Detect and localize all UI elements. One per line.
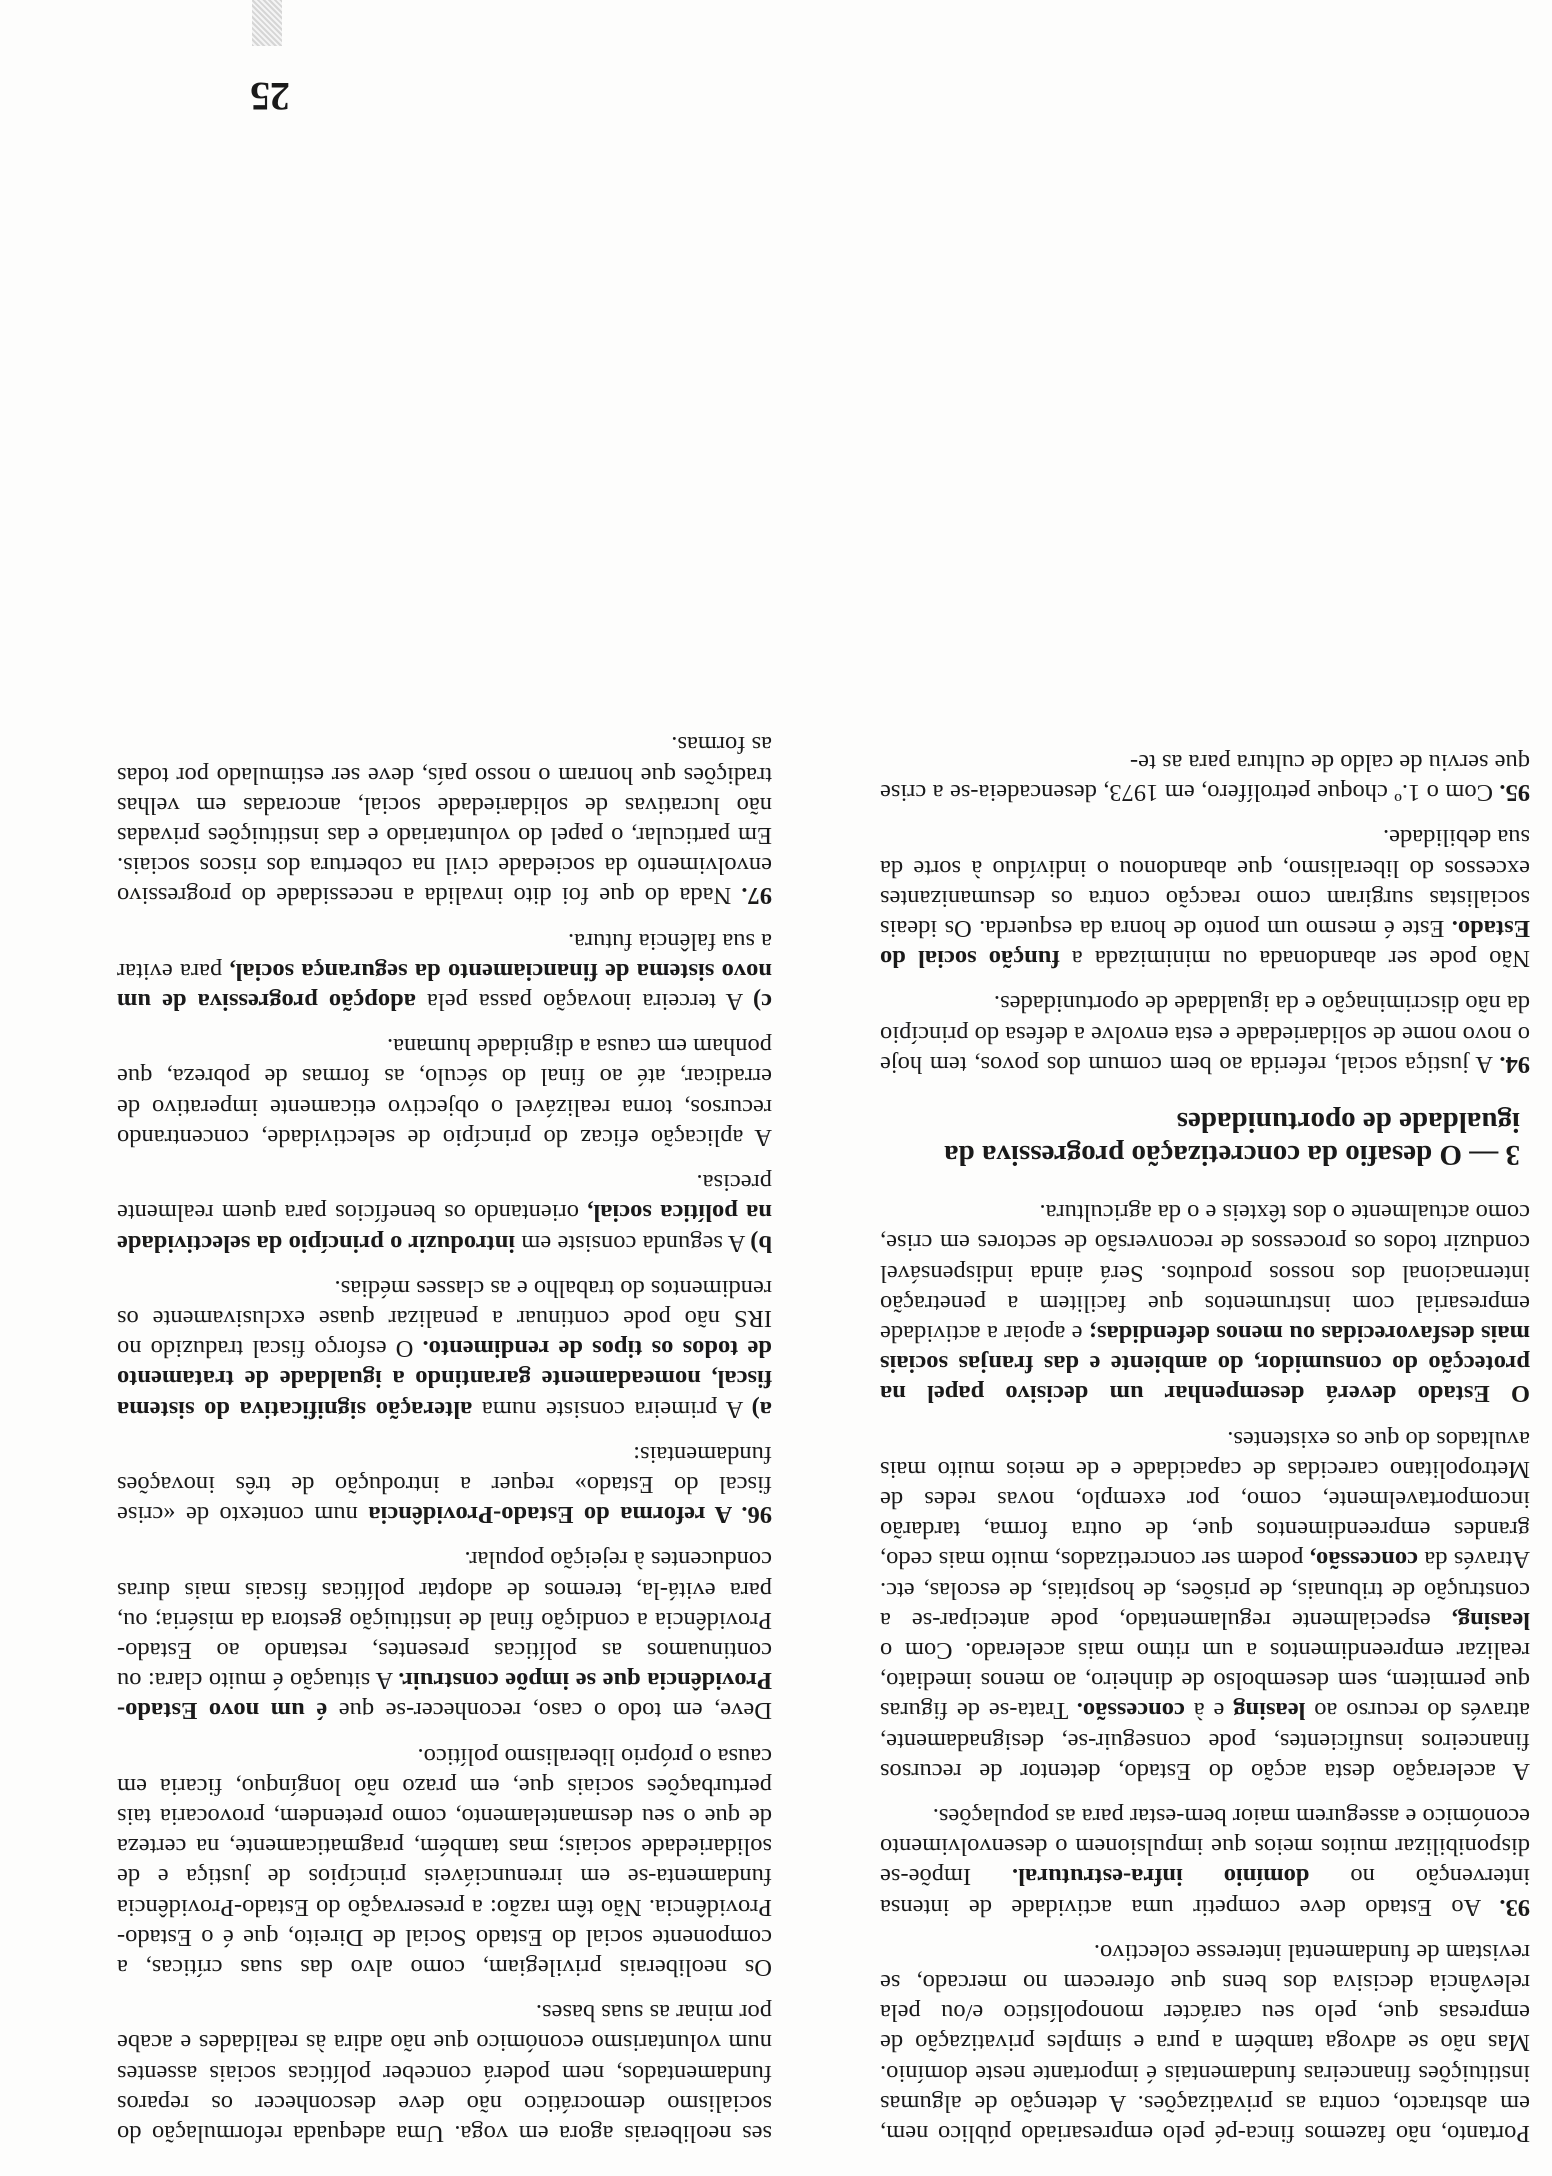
bold-text: função social do Estado.: [880, 915, 1530, 973]
text-run: A segunda consiste em: [515, 1229, 751, 1257]
text-run: O esforço fiscal traduzido no IRS não pode continuar a penalizar quase exclusivamente os rendimentos do trabalho e as classes médias.: [117, 1274, 772, 1363]
bold-text: domínio infra-estrutural.: [1012, 1863, 1310, 1891]
bold-text: 94.: [1499, 1050, 1530, 1078]
paragraph: [880, 1801, 1530, 1922]
paragraph: [117, 1031, 772, 1152]
text-run: Os neoliberais privilegiam, como alvo das suas críticas, a componente social do Estado Social de Direito, que é o Estado-Providência. Não têm razão: a preservação do Estado-Providência fundamenta-se em irrenunciáveis princípios de justiça e de solidariedade sociais; mas também, pragmaticamente, na certeza de que o seu desmantelamento, como pretendem, provocaria tais perturbações sociais que, em prazo não longínquo, ficaria em causa o próprio liberalismo político.: [117, 1742, 772, 1981]
bold-text: 93.: [1499, 1893, 1530, 1921]
text-column-right: [117, 714, 772, 2148]
bold-text: é um novo Estado-Providência que se impõe construir.: [116, 1667, 772, 1725]
text-run: Nada do que foi dito invalida a necessidade do progressivo envolvimento da sociedade civil na cobertura dos riscos sociais. Em particular, o papel do voluntariado e das instituições privadas não lucrativas de solidariedade social, ancoradas em velhas tradições que honram o nosso país, deve ser estimulado por todas as formas.: [117, 731, 772, 910]
text-run: Trata-se de figuras que permitem, sem desembolso de dinheiro, ao menos imediato, realizar empreendimentos a um ritmo mais acelerado. Com o: [880, 1636, 1530, 1725]
paragraph: [117, 1273, 772, 1424]
paragraph: [880, 1197, 1530, 1408]
paragraph: [880, 1423, 1530, 1785]
paragraph: [117, 1544, 772, 1725]
text-run: e apoiar a actividade empresarial com instrumentos que facilitem a penetração internacional dos nossos produtos. Será ainda indispensável conduzir todos os processos de reconversão de sectores em crise, como actualmente o dos têxteis e o da agricultura.: [880, 1199, 1530, 1347]
scan-artifact: [252, 0, 282, 46]
text-run: A terceira inovação passa pela: [416, 988, 753, 1016]
text-run: orientando os benefícios para quem realmente precisa.: [117, 1169, 772, 1227]
bold-text: a): [751, 1395, 772, 1423]
text-run: Impõe-se disponibilizar muitos meios que impulsionem o desenvolvimento económico e assegurem maior bem-estar para as populações.: [880, 1802, 1530, 1891]
text-run: Com o 1.º choque petrolífero, em 1973, desencadeia-se a crise que serviu de caldo de cultura para as te-: [880, 749, 1530, 807]
paragraph: [117, 729, 772, 910]
text-run: para evitar a sua falência futura.: [117, 927, 772, 985]
bold-text: 97.: [741, 882, 772, 910]
paragraph: [880, 747, 1530, 807]
paragraph: [117, 925, 772, 1016]
text-run: Este é mesmo um ponto de honra da esquerda. Os ideais socialistas surgiram como reacção contra os desumanizantes excessos do liberalismo, que abandonou o indivíduo à sorte da sua debilidade.: [880, 824, 1530, 943]
bold-text: 95.: [1499, 779, 1530, 807]
text-run: A primeira consiste numa: [472, 1395, 752, 1423]
bold-text: introduzir o princípio da selectividade na política social,: [117, 1199, 772, 1257]
bold-text: 96. A reforma do Estado-Providência: [368, 1501, 772, 1529]
text-run: Ao Estado deve competir uma actividade de intensa intervenção no: [880, 1863, 1530, 1921]
paragraph: [117, 1740, 772, 1982]
text-run: Portanto, não fazemos finca-pé pelo empresariado público nem, em abstracto, contra as privatizações. A detenção de algumas instituições financeiras fundamentais é importante neste domínio. Mas não se advoga também a pura e simples privatização de empresas que, pelo seu carácter monopolístico e/ou pela relevância decisiva dos bens que oferecem no mercado, se revistam de fundamental interesse colectivo.: [880, 1938, 1530, 2147]
paragraph: [117, 1167, 772, 1258]
paragraph: [117, 1439, 772, 1530]
text-run: num contexto de «crise fiscal do Estado» requer a introdução de três inovações fundamentais:: [117, 1440, 772, 1529]
bold-text: adopção progressiva de um novo sistema de financiamento da segurança social,: [117, 957, 772, 1016]
text-run: A justiça social, referida ao bem comum dos povos, tem hoje o novo nome de solidariedade e esta envolve a defesa do princípio da não discriminação e da igualdade de oportunidades.: [880, 990, 1530, 1078]
paragraph: [880, 822, 1530, 973]
text-column-left: [880, 732, 1530, 2148]
bold-text: leasing,: [1451, 1606, 1530, 1634]
text-run: especialmente regulamentado, pode antecipar-se a construção de tribunais, de prisões, de hospitais, de escolas, etc. Através da: [880, 1546, 1530, 1634]
bold-text: leasing: [1233, 1697, 1306, 1725]
section-heading: [880, 1105, 1520, 1171]
bold-text: concessão,: [1309, 1546, 1419, 1574]
bold-text: b): [750, 1229, 772, 1257]
bold-text: alteração significativa do sistema fiscal, nomeadamente garantindo a igualdade de tratamento de todos os tipos de rendimento.: [117, 1335, 772, 1423]
paragraph: [880, 1937, 1530, 2148]
text-run: Deve, em todo o caso, reconhecer-se que: [327, 1697, 772, 1725]
text-run: ses neoliberais agora em voga. Uma adequada reformulação do socialismo democrático não deve desconhecer os reparos fundamentados, nem poderá conceber políticas sociais assentes num voluntarismo económico que não adira às realidades e acabe por minar as suas bases.: [117, 1999, 772, 2147]
text-run: podem ser concretizados, muito mais cedo, grandes empreendimentos que, de outra forma, tardarão incomportavelmente, como, por exemplo, novas redes de Metropolitano carecidas de capacidade e de meios muito mais avultados do que os existentes.: [880, 1425, 1530, 1574]
text-run: A situação é muito clara: ou continuamos as políticas presentes, restando ao Estado-Providência a condição final de instituição gestora da miséria; ou, para evitá-la, teremos de adoptar políticas fiscais mais duras conducentes à rejeição popular.: [116, 1546, 772, 1695]
text-run: 3 — O desafio da concretização progressiva da igualdade de oportunidades: [944, 1105, 1520, 1171]
bold-text: O Estado deverá desempenhar um decisivo papel na protecção do consumidor, do ambiente e das franjas sociais mais desfavorecidas ou menos defendidas;: [880, 1319, 1530, 1408]
text-run: A aceleração desta acção do Estado, detentor de recursos financeiros insuficientes, pode conseguir-se, designadamente, através do recurso ao: [880, 1697, 1530, 1785]
text-run: Não pode ser abandonada ou minimizada a: [1059, 945, 1530, 973]
text-run: e à: [1184, 1697, 1234, 1725]
page-number: 25: [250, 74, 290, 119]
bold-text: c): [752, 988, 772, 1016]
bold-text: concessão.: [1076, 1697, 1185, 1725]
paragraph: [117, 1997, 772, 2148]
text-run: A aplicação eficaz do princípio de selectividade, concentrando recursos, torna realizável o objectivo eticamente imperativo de erradicar, até ao final do século, as formas de pobreza, que ponham em causa a dignidade humana.: [117, 1033, 772, 1151]
paragraph: [880, 988, 1530, 1079]
